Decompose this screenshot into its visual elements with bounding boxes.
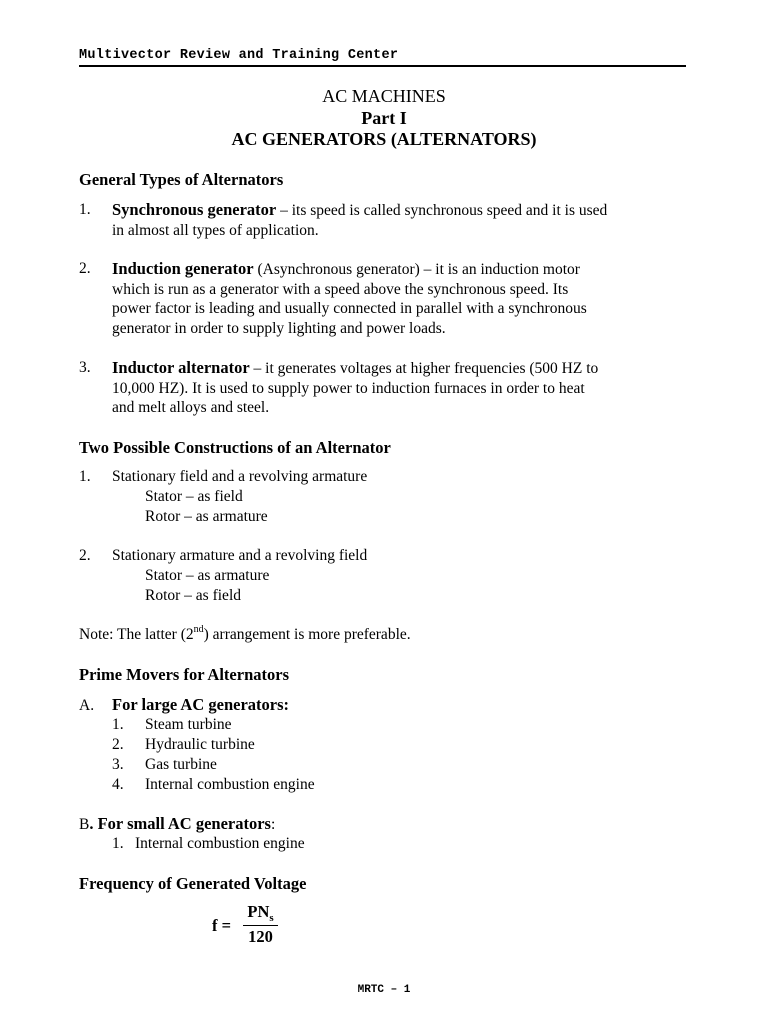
group-a-label: A. [79, 697, 95, 714]
formula-fraction [243, 902, 278, 948]
text: power factor is leading and usually connected in parallel with a synchronous [112, 300, 587, 318]
text: – its speed is called synchronous speed and it is used [276, 202, 608, 219]
text: and melt alloys and steel. [112, 399, 270, 417]
note-text: Note: The latter (2 [79, 626, 194, 643]
list-item: Hydraulic turbine [145, 736, 255, 753]
list-item: Internal combustion engine [145, 776, 315, 793]
list-number: 3. [79, 359, 91, 376]
list-item-synchronous [112, 200, 689, 240]
section-heading-prime-movers: Prime Movers for Alternators [79, 665, 289, 684]
group-a-title: For large AC generators: [112, 695, 290, 714]
list-item: Steam turbine [145, 716, 232, 733]
text: 10,000 HZ). It is used to supply power to induction furnaces in order to heat [112, 379, 585, 397]
construction-1-stator: Stator – as field [145, 488, 243, 505]
section-heading-frequency: Frequency of Generated Voltage [79, 874, 307, 893]
section-heading-constructions: Two Possible Constructions of an Alternator [79, 438, 391, 457]
list-number: 1. [79, 468, 91, 485]
note [79, 625, 411, 645]
formula-numerator [243, 902, 278, 926]
page-footer: MRTC – 1 [357, 984, 411, 996]
list-number: 2. [79, 260, 91, 277]
construction-2-rotor: Rotor – as field [145, 587, 241, 604]
list-number: 3. [112, 756, 124, 773]
list-number: 1. [112, 716, 124, 733]
list-number: 2. [79, 547, 91, 564]
text: in almost all types of application. [112, 221, 319, 239]
term: Inductor alternator [112, 358, 250, 377]
formula-denominator: 120 [248, 927, 273, 946]
list-number: 4. [112, 776, 124, 793]
section-heading-types: General Types of Alternators [79, 170, 284, 189]
note-superscript: nd [193, 624, 204, 635]
group-b-label: B [79, 816, 90, 833]
text: – it generates voltages at higher frequencies (500 HZ to [249, 360, 599, 377]
numerator-text: PN [247, 902, 270, 921]
term: Synchronous generator [112, 200, 277, 219]
doc-subtitle: AC GENERATORS (ALTERNATORS) [231, 129, 537, 149]
running-header: Multivector Review and Training Center [79, 48, 686, 67]
formula-lhs: f = [212, 916, 232, 935]
doc-title: AC MACHINES [322, 86, 446, 106]
group-b-colon: : [270, 816, 276, 833]
doc-part: Part I [361, 108, 407, 128]
text: which is run as a generator with a speed above the synchronous speed. Its [112, 280, 569, 298]
construction-1-rotor: Rotor – as armature [145, 508, 268, 525]
list-number: 1. [112, 835, 124, 852]
list-number: 1. [79, 201, 91, 218]
group-b [79, 814, 275, 835]
list-item-inductor [112, 358, 689, 418]
term: Induction generator [112, 259, 254, 278]
group-b-title: . For small AC generators [89, 814, 271, 833]
construction-1: Stationary field and a revolving armature [112, 468, 368, 485]
list-number: 2. [112, 736, 124, 753]
numerator-subscript: s [269, 912, 274, 924]
list-item: Gas turbine [145, 756, 217, 773]
note-text: ) arrangement is more preferable. [203, 626, 411, 643]
text: (Asynchronous generator) – it is an induction motor [253, 261, 580, 278]
list-item: Internal combustion engine [135, 835, 305, 852]
text: generator in order to supply lighting and power loads. [112, 320, 446, 338]
list-item-induction [112, 259, 689, 339]
construction-2: Stationary armature and a revolving field [112, 547, 368, 564]
construction-2-stator: Stator – as armature [145, 567, 270, 584]
